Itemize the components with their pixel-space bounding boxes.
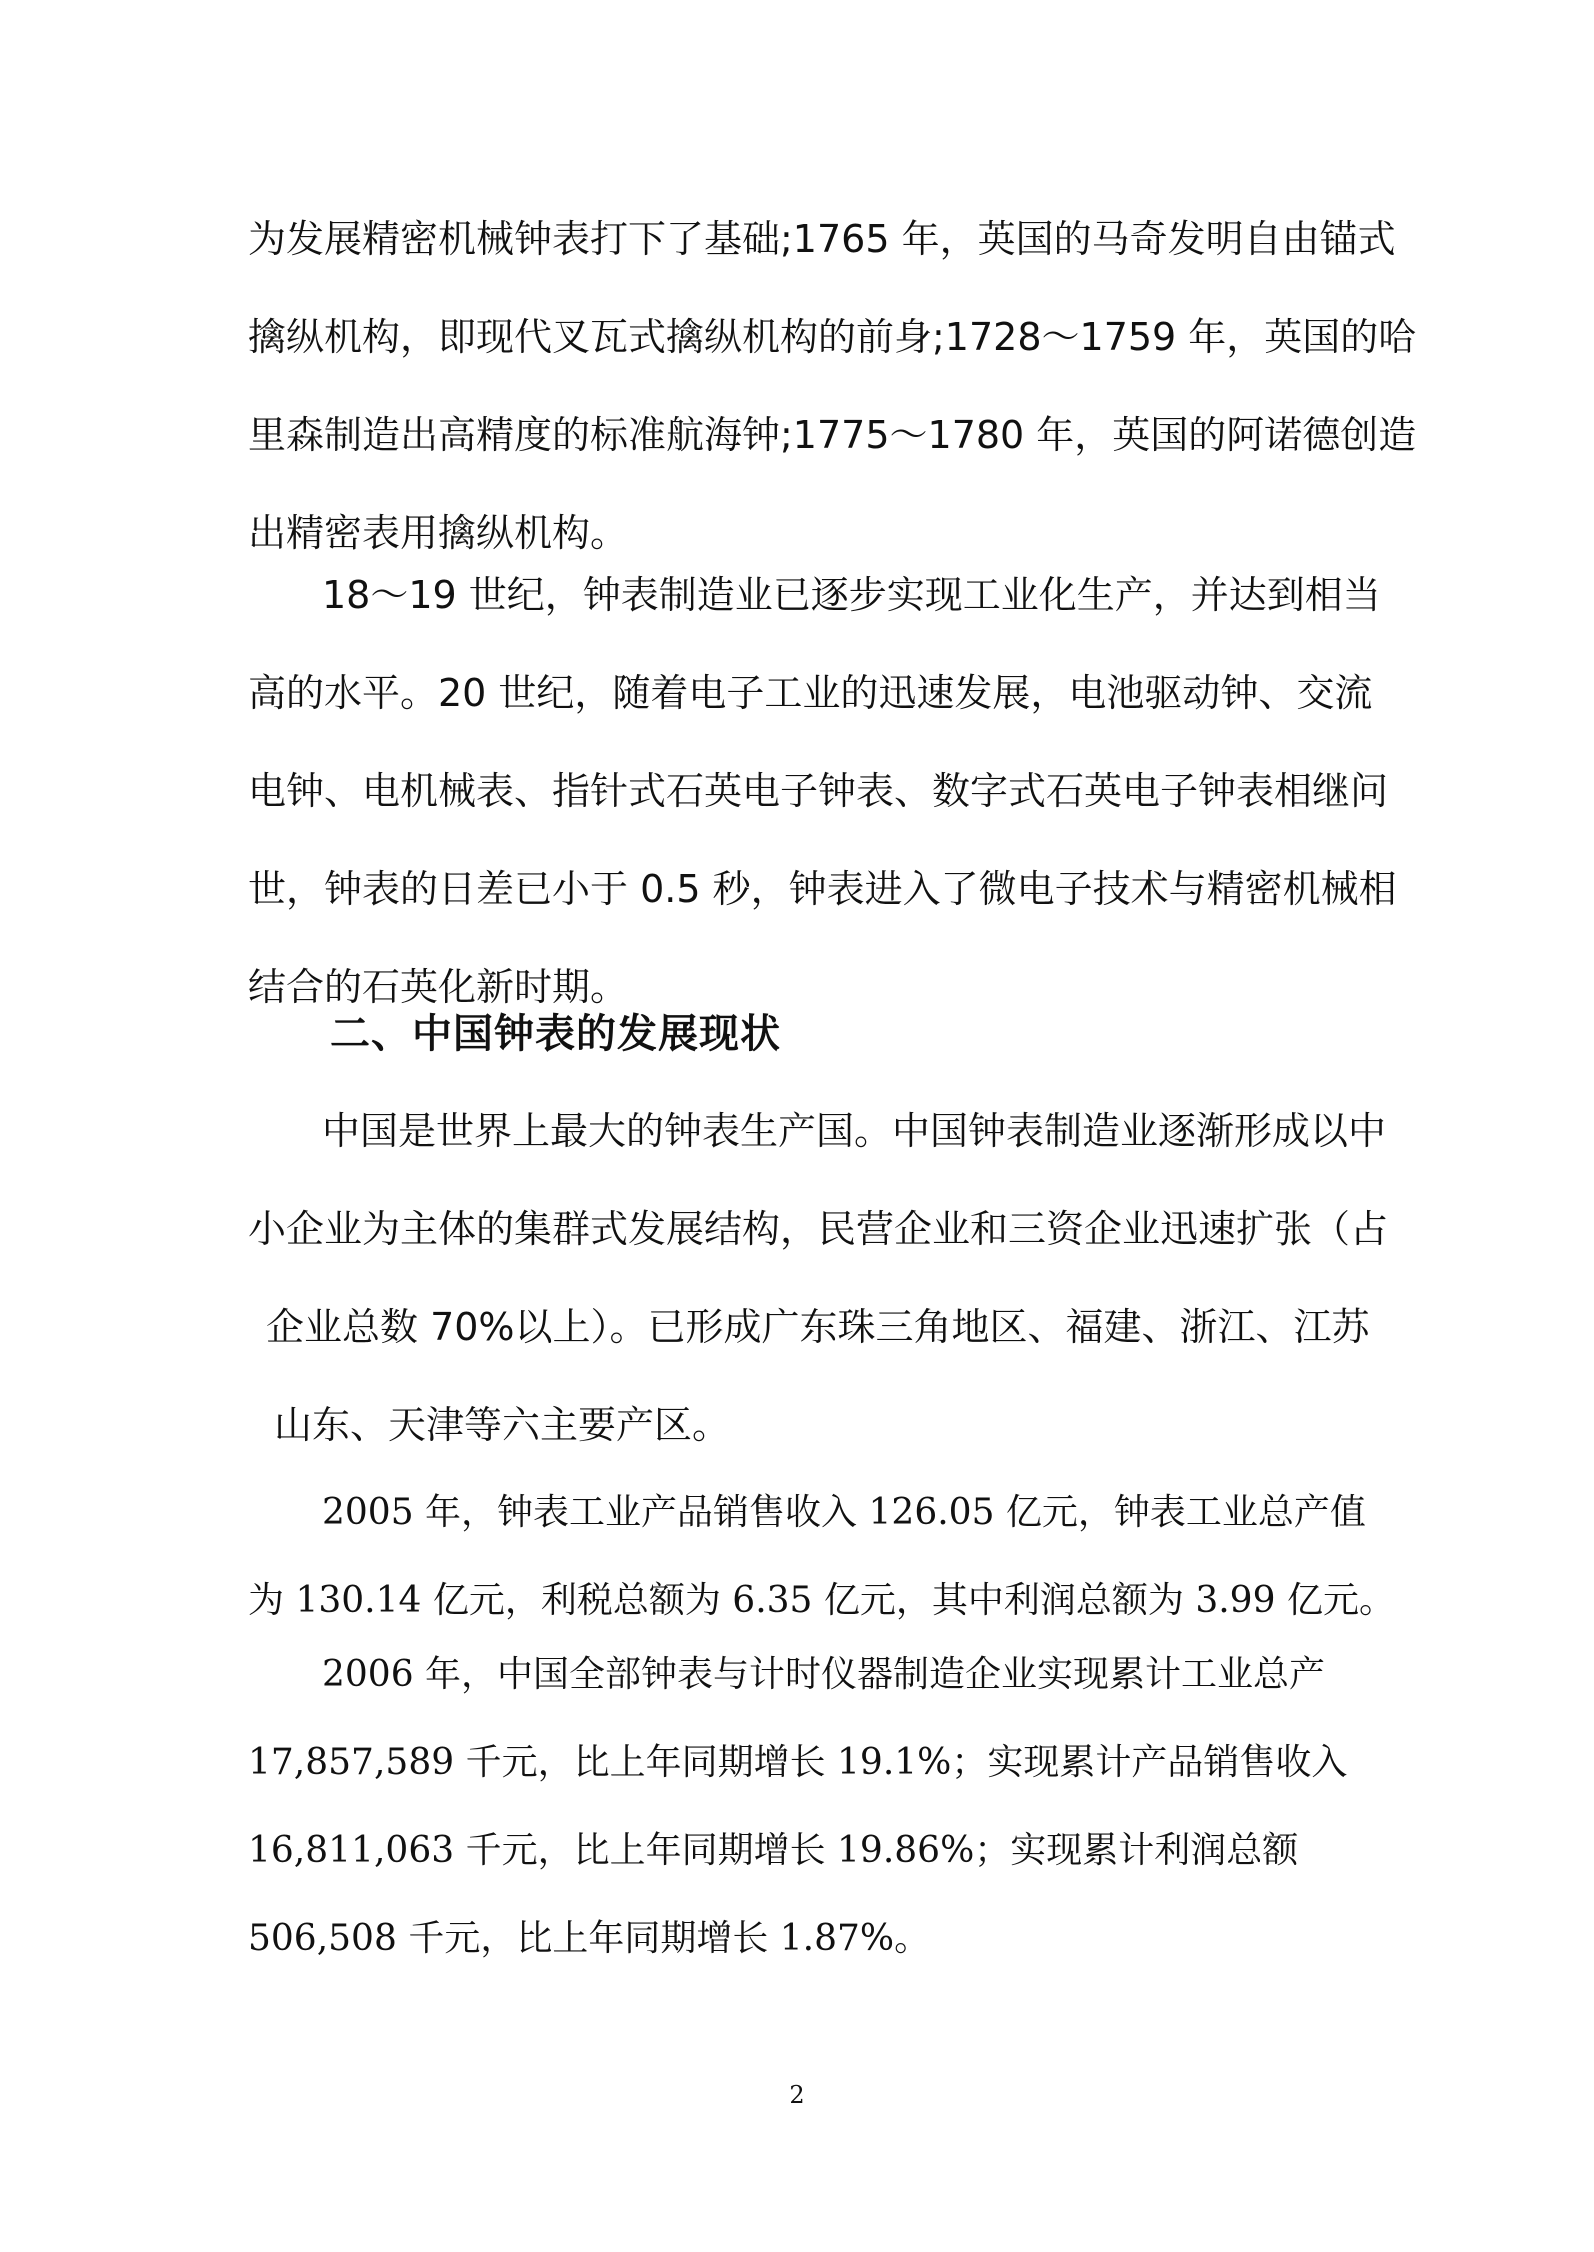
paragraph-2005-figures	[248, 1486, 1395, 1672]
paragraph-line: 17,857,589 千元，比上年同期增长 19.1%；实现累计产品销售收入	[248, 1742, 1348, 1783]
paragraph-line: 506,508 千元，比上年同期增长 1.87%。	[248, 1918, 931, 1959]
paragraph-line: 2005 年，钟表工业产品销售收入 126.05 亿元，钟表工业总产值	[322, 1492, 1366, 1533]
paragraph-line: 18～19 世纪，钟表制造业已逐步实现工业化生产，并达到相当	[322, 573, 1381, 617]
paragraph-line: 为发展精密机械钟表打下了基础;1765 年，英国的马奇发明自由锚式	[248, 217, 1396, 261]
section-heading: 二、中国钟表的发展现状	[330, 1011, 781, 1057]
paragraph-line: 企业总数 70%以上）。已形成广东珠三角地区、福建、浙江、江苏	[266, 1305, 1370, 1349]
paragraph-industrialization	[248, 568, 1397, 1058]
paragraph-line: 电钟、电机械表、指针式石英电子钟表、数字式石英电子钟表相继问	[248, 769, 1389, 813]
paragraph-line: 小企业为主体的集群式发展结构，民营企业和三资企业迅速扩张（占	[248, 1207, 1389, 1251]
paragraph-2006-figures	[248, 1648, 1358, 2010]
page-number: 2	[789, 2081, 805, 2109]
paragraph-line: 出精密表用擒纵机构。	[248, 511, 629, 555]
paragraph-line: 为 130.14 亿元，利税总额为 6.35 亿元，其中利润总额为 3.99 亿元。	[248, 1580, 1395, 1621]
paragraph-line: 擒纵机构，即现代叉瓦式擒纵机构的前身;1728～1759 年，英国的哈	[248, 315, 1417, 359]
paragraph-line: 世，钟表的日差已小于 0.5 秒，钟表进入了微电子技术与精密机械相	[248, 867, 1397, 911]
paragraph-line: 里森制造出高精度的标准航海钟;1775～1780 年，英国的阿诺德创造	[248, 413, 1417, 457]
paragraph-line: 高的水平。20 世纪，随着电子工业的迅速发展，电池驱动钟、交流	[248, 671, 1373, 715]
paragraph-history-continued	[248, 212, 1417, 604]
paragraph-line: 16,811,063 千元，比上年同期增长 19.86%；实现累计利润总额	[248, 1830, 1299, 1871]
paragraph-line: 中国是世界上最大的钟表生产国。中国钟表制造业逐渐形成以中	[322, 1109, 1387, 1153]
paragraph-line: 2006 年，中国全部钟表与计时仪器制造企业实现累计工业总产	[322, 1654, 1326, 1695]
paragraph-china-status	[248, 1104, 1389, 1496]
paragraph-line: 结合的石英化新时期。	[248, 965, 629, 1009]
paragraph-line: 山东、天津等六主要产区。	[274, 1403, 731, 1447]
